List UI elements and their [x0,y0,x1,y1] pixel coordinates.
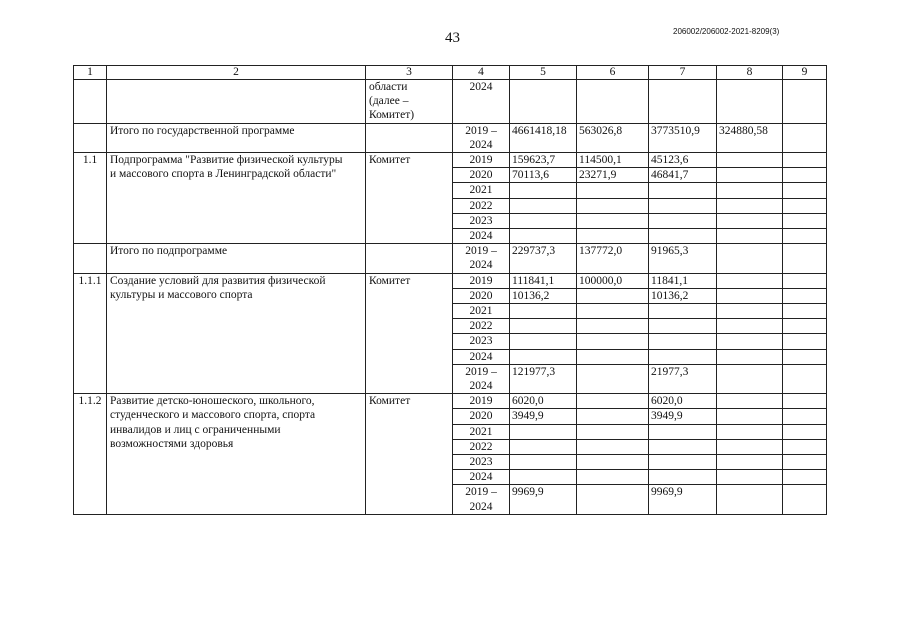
value-cell: 91965,3 [649,244,717,273]
item-number: 1.1.2 [74,394,107,515]
year-cell: 2021 [453,424,510,439]
value-cell: 23271,9 [577,168,649,183]
value-cell: 10136,2 [649,288,717,303]
value-cell: 121977,3 [510,364,577,393]
row-label: Итого по государственной программе [107,123,366,152]
row-label: Развитие детско-юношеского, школьного, студенческого и массового спорта, спорта инвалидов и лиц с ограниченными возможностями здоровья [107,394,366,515]
year-cell: 2019 [453,273,510,288]
year-cell: 2024 [453,80,510,124]
column-header: 1 [74,66,107,80]
year-cell: 2021 [453,183,510,198]
year-cell: 2022 [453,198,510,213]
value-cell: 10136,2 [510,288,577,303]
program-funding-table [73,65,827,515]
value-cell: 45123,6 [649,153,717,168]
value-cell: 46841,7 [649,168,717,183]
value-cell: 6020,0 [510,394,577,409]
value-cell [577,288,649,303]
column-header: 5 [510,66,577,80]
value-cell: 4661418,18 [510,123,577,152]
value-cell: 137772,0 [577,244,649,273]
table-row-total-program [74,123,827,152]
value-cell: 100000,0 [577,273,649,288]
year-cell: 2020 [453,168,510,183]
executor-cell: Комитет [366,273,453,394]
value-cell: 159623,7 [510,153,577,168]
executor-cell: области (далее – Комитет) [366,80,453,124]
column-header: 3 [366,66,453,80]
year-range-cell: 2019 – 2024 [453,244,510,273]
table-row-total-subprogram [74,244,827,273]
table-row-item-1-1-1 [74,273,827,288]
year-cell: 2024 [453,349,510,364]
value-cell: 324880,58 [717,123,783,152]
column-header: 7 [649,66,717,80]
value-cell: 11841,1 [649,273,717,288]
column-number-row [74,66,827,80]
column-header: 8 [717,66,783,80]
value-cell: 114500,1 [577,153,649,168]
value-cell: 111841,1 [510,273,577,288]
row-label: Подпрограмма "Развитие физической культуры и массового спорта в Ленинградской области" [107,153,366,244]
value-cell: 9969,9 [649,485,717,514]
year-cell: 2023 [453,334,510,349]
executor-cell: Комитет [366,153,453,244]
year-cell: 2023 [453,213,510,228]
column-header: 2 [107,66,366,80]
year-range-cell: 2019 – 2024 [453,364,510,393]
year-cell: 2019 [453,394,510,409]
document-code: 206002/206002-2021-8209(3) [673,27,780,36]
year-cell: 2023 [453,455,510,470]
year-range-cell: 2019 – 2024 [453,485,510,514]
year-cell: 2022 [453,439,510,454]
year-cell: 2021 [453,304,510,319]
year-cell: 2020 [453,409,510,424]
row-label: Создание условий для развития физической культуры и массового спорта [107,273,366,394]
table-row-subprogram [74,153,827,168]
value-cell: 229737,3 [510,244,577,273]
year-cell: 2024 [453,470,510,485]
table-row-item-1-1-2 [74,394,827,409]
value-cell: 563026,8 [577,123,649,152]
table-row [74,80,827,124]
year-cell: 2020 [453,288,510,303]
value-cell: 6020,0 [649,394,717,409]
year-range-cell: 2019 – 2024 [453,123,510,152]
value-cell: 3949,9 [649,409,717,424]
column-header: 4 [453,66,510,80]
item-number: 1.1.1 [74,273,107,394]
value-cell: 3949,9 [510,409,577,424]
year-cell: 2019 [453,153,510,168]
row-label: Итого по подпрограмме [107,244,366,273]
value-cell: 3773510,9 [649,123,717,152]
column-header: 6 [577,66,649,80]
year-cell: 2024 [453,229,510,244]
item-number: 1.1 [74,153,107,244]
page-number: 43 [445,30,460,46]
column-header: 9 [783,66,827,80]
value-cell: 21977,3 [649,364,717,393]
value-cell: 70113,6 [510,168,577,183]
year-cell: 2022 [453,319,510,334]
value-cell: 9969,9 [510,485,577,514]
executor-cell: Комитет [366,394,453,515]
